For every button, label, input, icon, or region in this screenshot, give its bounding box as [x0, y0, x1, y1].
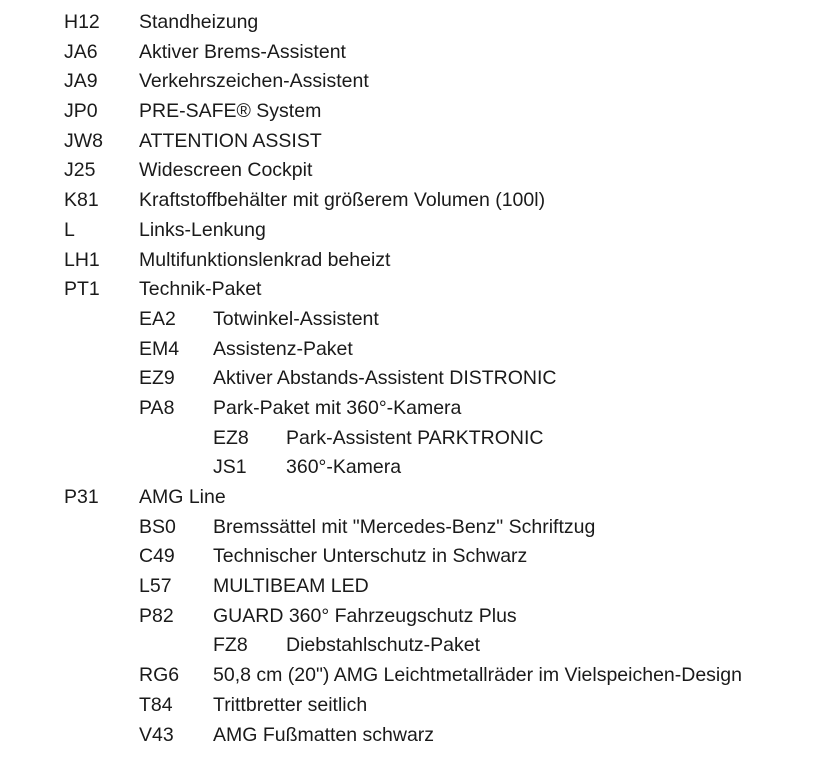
list-item: [0, 335, 814, 365]
list-item: [0, 216, 814, 246]
list-item: [0, 691, 814, 721]
list-item: [0, 156, 814, 186]
option-code: J25: [64, 159, 96, 182]
option-code: LH1: [64, 248, 100, 271]
list-item: [0, 483, 814, 513]
option-code: EA2: [139, 307, 176, 330]
option-label: Trittbretter seitlich: [213, 693, 368, 716]
option-code: L: [64, 218, 75, 241]
option-code: RG6: [139, 664, 180, 687]
list-item: [0, 513, 814, 543]
list-item: [0, 661, 814, 691]
option-code: JW8: [64, 129, 103, 152]
option-code: BS0: [139, 515, 176, 538]
option-label: AMG Fußmatten schwarz: [213, 723, 435, 746]
option-label: Technischer Unterschutz in Schwarz: [213, 545, 528, 568]
list-item: [0, 424, 814, 454]
list-item: [0, 8, 814, 38]
option-code: PA8: [139, 396, 175, 419]
list-item: [0, 246, 814, 276]
option-code: PT1: [64, 278, 100, 301]
option-code: EZ8: [213, 426, 249, 449]
option-label: Verkehrszeichen-Assistent: [139, 70, 369, 93]
option-label: MULTIBEAM LED: [213, 575, 369, 598]
option-code: V43: [139, 723, 174, 746]
option-label: Kraftstoffbehälter mit größerem Volumen (100l): [139, 189, 546, 212]
option-label: Bremssättel mit "Mercedes-Benz" Schriftzug: [213, 515, 596, 538]
list-item: [0, 38, 814, 68]
option-code: C49: [139, 545, 175, 568]
option-code: P31: [64, 486, 99, 508]
option-label: Standheizung: [139, 11, 259, 33]
option-label: 360°-Kamera: [286, 456, 402, 479]
option-label: Technik-Paket: [139, 278, 262, 301]
list-item: [0, 542, 814, 572]
option-code: JP0: [64, 100, 98, 123]
option-label: ATTENTION ASSIST: [139, 129, 322, 152]
list-item: [0, 364, 814, 394]
option-code: K81: [64, 189, 99, 212]
list-item: [0, 275, 814, 305]
option-code: JA6: [64, 40, 98, 63]
option-code: EZ9: [139, 367, 175, 390]
option-code: FZ8: [213, 634, 248, 657]
option-label: AMG Line: [139, 486, 226, 508]
option-label: Links-Lenkung: [139, 218, 266, 241]
list-item: [0, 631, 814, 661]
option-label: Diebstahlschutz-Paket: [286, 634, 481, 657]
option-label: GUARD 360° Fahrzeugschutz Plus: [213, 604, 517, 627]
equipment-list: [0, 8, 814, 750]
option-label: 50,8 cm (20") AMG Leichtmetallräder im Vielspeichen-Design: [213, 664, 742, 687]
option-code: JS1: [213, 456, 247, 479]
list-item: [0, 572, 814, 602]
list-item: [0, 602, 814, 632]
option-code: L57: [139, 575, 172, 598]
option-code: T84: [139, 693, 173, 716]
option-code: P82: [139, 604, 174, 627]
option-label: Totwinkel-Assistent: [213, 307, 379, 330]
option-label: PRE-SAFE® System: [139, 100, 322, 123]
option-label: Aktiver Abstands-Assistent DISTRONIC: [213, 367, 557, 390]
list-item: [0, 453, 814, 483]
option-label: Widescreen Cockpit: [139, 159, 313, 182]
list-item: [0, 67, 814, 97]
list-item: [0, 186, 814, 216]
list-item: [0, 721, 814, 751]
list-item: [0, 97, 814, 127]
option-label: Multifunktionslenkrad beheizt: [139, 248, 391, 271]
option-code: H12: [64, 11, 100, 33]
list-item: [0, 305, 814, 335]
option-label: Park-Assistent PARKTRONIC: [286, 426, 544, 449]
option-label: Aktiver Brems-Assistent: [139, 40, 346, 63]
list-item: [0, 127, 814, 157]
option-code: JA9: [64, 70, 98, 93]
option-label: Park-Paket mit 360°-Kamera: [213, 396, 462, 419]
list-item: [0, 394, 814, 424]
option-code: EM4: [139, 337, 180, 360]
option-label: Assistenz-Paket: [213, 337, 353, 360]
